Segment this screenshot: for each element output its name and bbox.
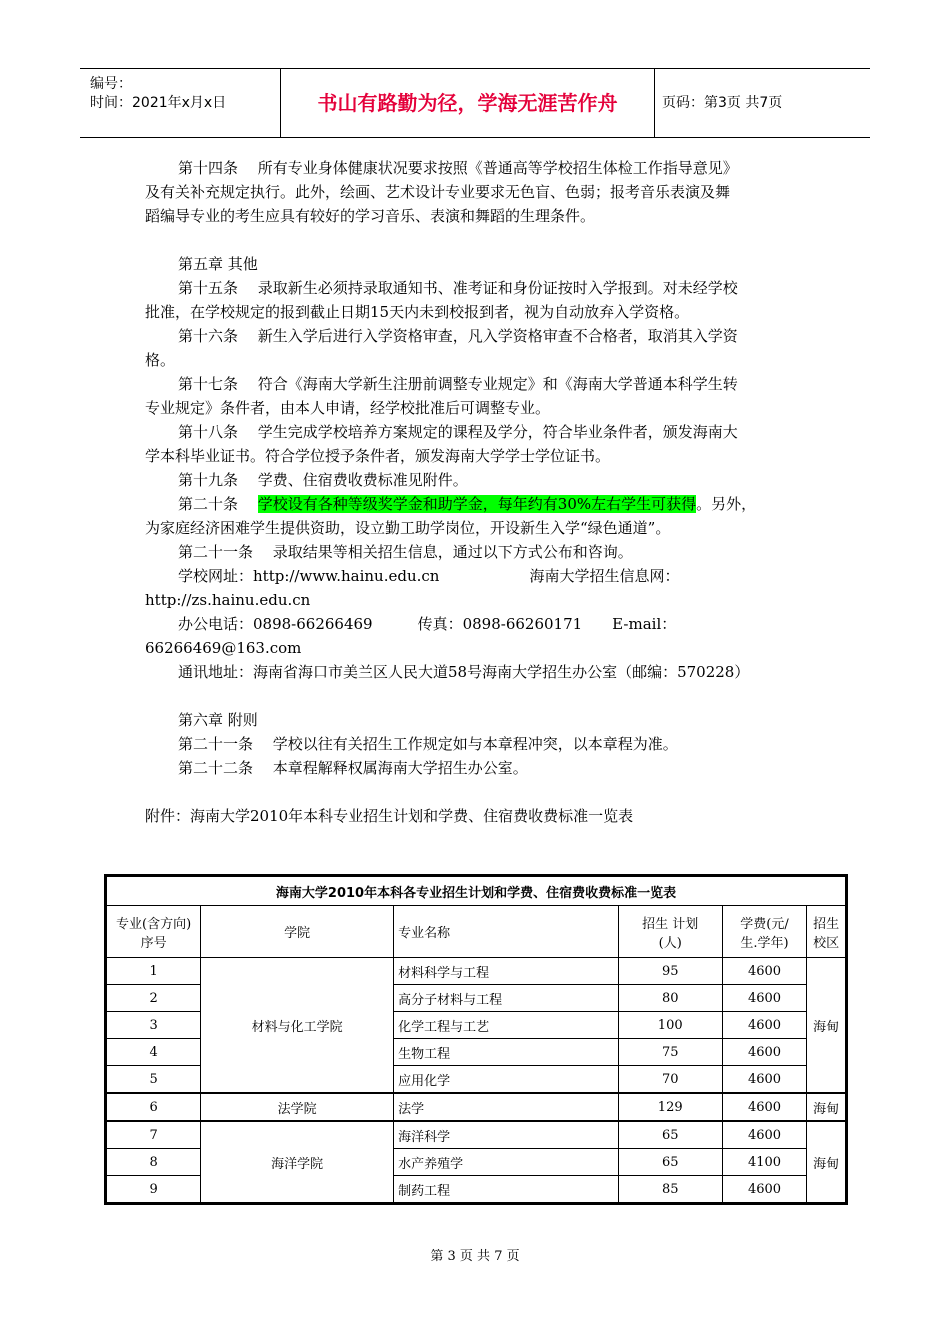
campus-cell: 海甸 [807, 958, 846, 1094]
contact-line1: 办公电话：0898-66266469 传真：0898-66260171 E-mail： [178, 615, 677, 633]
table-row: 2 高分子材料与工程 80 4600 [107, 985, 846, 1012]
table-row: 5 应用化学 70 4600 [107, 1066, 846, 1094]
article-20-prefix: 第二十条 [178, 495, 258, 513]
doc-time-label: 时间：2021年x月x日 [90, 95, 227, 111]
contact-line2: 66266469@163.com [145, 639, 302, 657]
article-21b: 第二十一条 学校以往有关招生工作规定如与本章程冲突，以本章程为准。 [178, 735, 678, 753]
college-cell: 法学院 [201, 1093, 394, 1121]
header-meta [80, 69, 281, 137]
website-line2: http://zs.hainu.edu.cn [145, 591, 311, 609]
college-cell: 材料与化工学院 [201, 958, 394, 1094]
table-row: 4 生物工程 75 4600 [107, 1039, 846, 1066]
header-major: 专业名称 [394, 906, 619, 958]
website-line1: 学校网址：http://www.hainu.edu.cn 海南大学招生信息网： [178, 567, 680, 585]
article-14-line2: 及有关补充规定执行。此外，绘画、艺术设计专业要求无色盲、色弱；报考音乐表演及舞 [145, 183, 731, 201]
article-15-line2: 批准，在学校规定的报到截止日期15天内未到校报到者，视为自动放弃入学资格。 [145, 303, 690, 321]
article-17-line2: 专业规定》条件者，由本人申请，经学校批准后可调整专业。 [145, 399, 551, 417]
table-row: 8 水产养殖学 65 4100 [107, 1149, 846, 1176]
table-row: 7 海洋学院 海洋科学 65 4600 海甸 [107, 1121, 846, 1149]
page-footer: 第 3 页 共 7 页 [430, 1249, 520, 1264]
article-18-line2: 学本科毕业证书。符合学位授予条件者，颁发海南大学学士学位证书。 [145, 447, 611, 465]
header-seq: 专业(含方向) 序号 [107, 906, 201, 958]
article-18-line1: 第十八条 学生完成学校培养方案规定的课程及学分，符合毕业条件者，颁发海南大 [178, 423, 738, 441]
article-19: 第十九条 学费、住宿费收费标准见附件。 [178, 471, 468, 489]
header-fee: 学费(元/ 生.学年) [722, 906, 806, 958]
header-college: 学院 [201, 906, 394, 958]
article-14-line3: 蹈编导专业的考生应具有较好的学习音乐、表演和舞蹈的生理条件。 [145, 207, 596, 225]
address-line: 通讯地址：海南省海口市美兰区人民大道58号海南大学招生办公室（邮编：570228） [178, 663, 750, 681]
article-14-line1: 第十四条 所有专业身体健康状况要求按照《普通高等学校招生体检工作指导意见》 [178, 159, 738, 177]
article-20-suffix: 。另外， [696, 495, 757, 513]
article-20-line1 [145, 492, 810, 516]
article-16-line2: 格。 [145, 351, 176, 369]
page-header [80, 68, 870, 138]
table-row: 3 化学工程与工艺 100 4600 [107, 1012, 846, 1039]
article-20-highlight: 学校设有各种等级奖学金和助学金，每年约有30%左右学生可获得 [257, 495, 697, 513]
article-21: 第二十一条 录取结果等相关招生信息，通过以下方式公布和咨询。 [178, 543, 633, 561]
table-row: 6 法学院 法学 129 4600 海甸 [107, 1093, 846, 1121]
chapter-5-heading: 第五章 其他 [178, 255, 258, 273]
article-15-line1: 第十五条 录取新生必须持录取通知书、准考证和身份证按时入学报到。对未经学校 [178, 279, 738, 297]
document-body [145, 156, 810, 828]
article-16-line1: 第十六条 新生入学后进行入学资格审查，凡入学资格审查不合格者，取消其入学资 [178, 327, 738, 345]
campus-cell: 海甸 [807, 1093, 846, 1121]
doc-number-label: 编号： [90, 76, 132, 92]
chapter-6-heading: 第六章 附则 [178, 711, 258, 729]
header-plan: 招生 计划 (人) [618, 906, 722, 958]
header-campus: 招生 校区 [807, 906, 846, 958]
college-cell: 海洋学院 [201, 1121, 394, 1203]
fee-table [104, 874, 848, 1205]
header-page-info: 页码：第3页 共7页 [662, 95, 783, 111]
table-row: 1 材料与化工学院 材料科学与工程 95 4600 海甸 [107, 958, 846, 985]
campus-cell: 海甸 [807, 1121, 846, 1203]
header-motto: 书山有路勤为径，学海无涯苦作舟 [281, 69, 655, 137]
article-22: 第二十二条 本章程解释权属海南大学招生办公室。 [178, 759, 528, 777]
annex-title: 附件：海南大学2010年本科专业招生计划和学费、住宿费收费标准一览表 [145, 807, 634, 825]
table-row: 9 制药工程 85 4600 [107, 1176, 846, 1203]
article-20-line2: 为家庭经济困难学生提供资助，设立勤工助学岗位，开设新生入学“绿色通道”。 [145, 519, 671, 537]
table-caption: 海南大学2010年本科各专业招生计划和学费、住宿费收费标准一览表 [107, 877, 846, 906]
article-17-line1: 第十七条 符合《海南大学新生注册前调整专业规定》和《海南大学普通本科学生转 [178, 375, 738, 393]
